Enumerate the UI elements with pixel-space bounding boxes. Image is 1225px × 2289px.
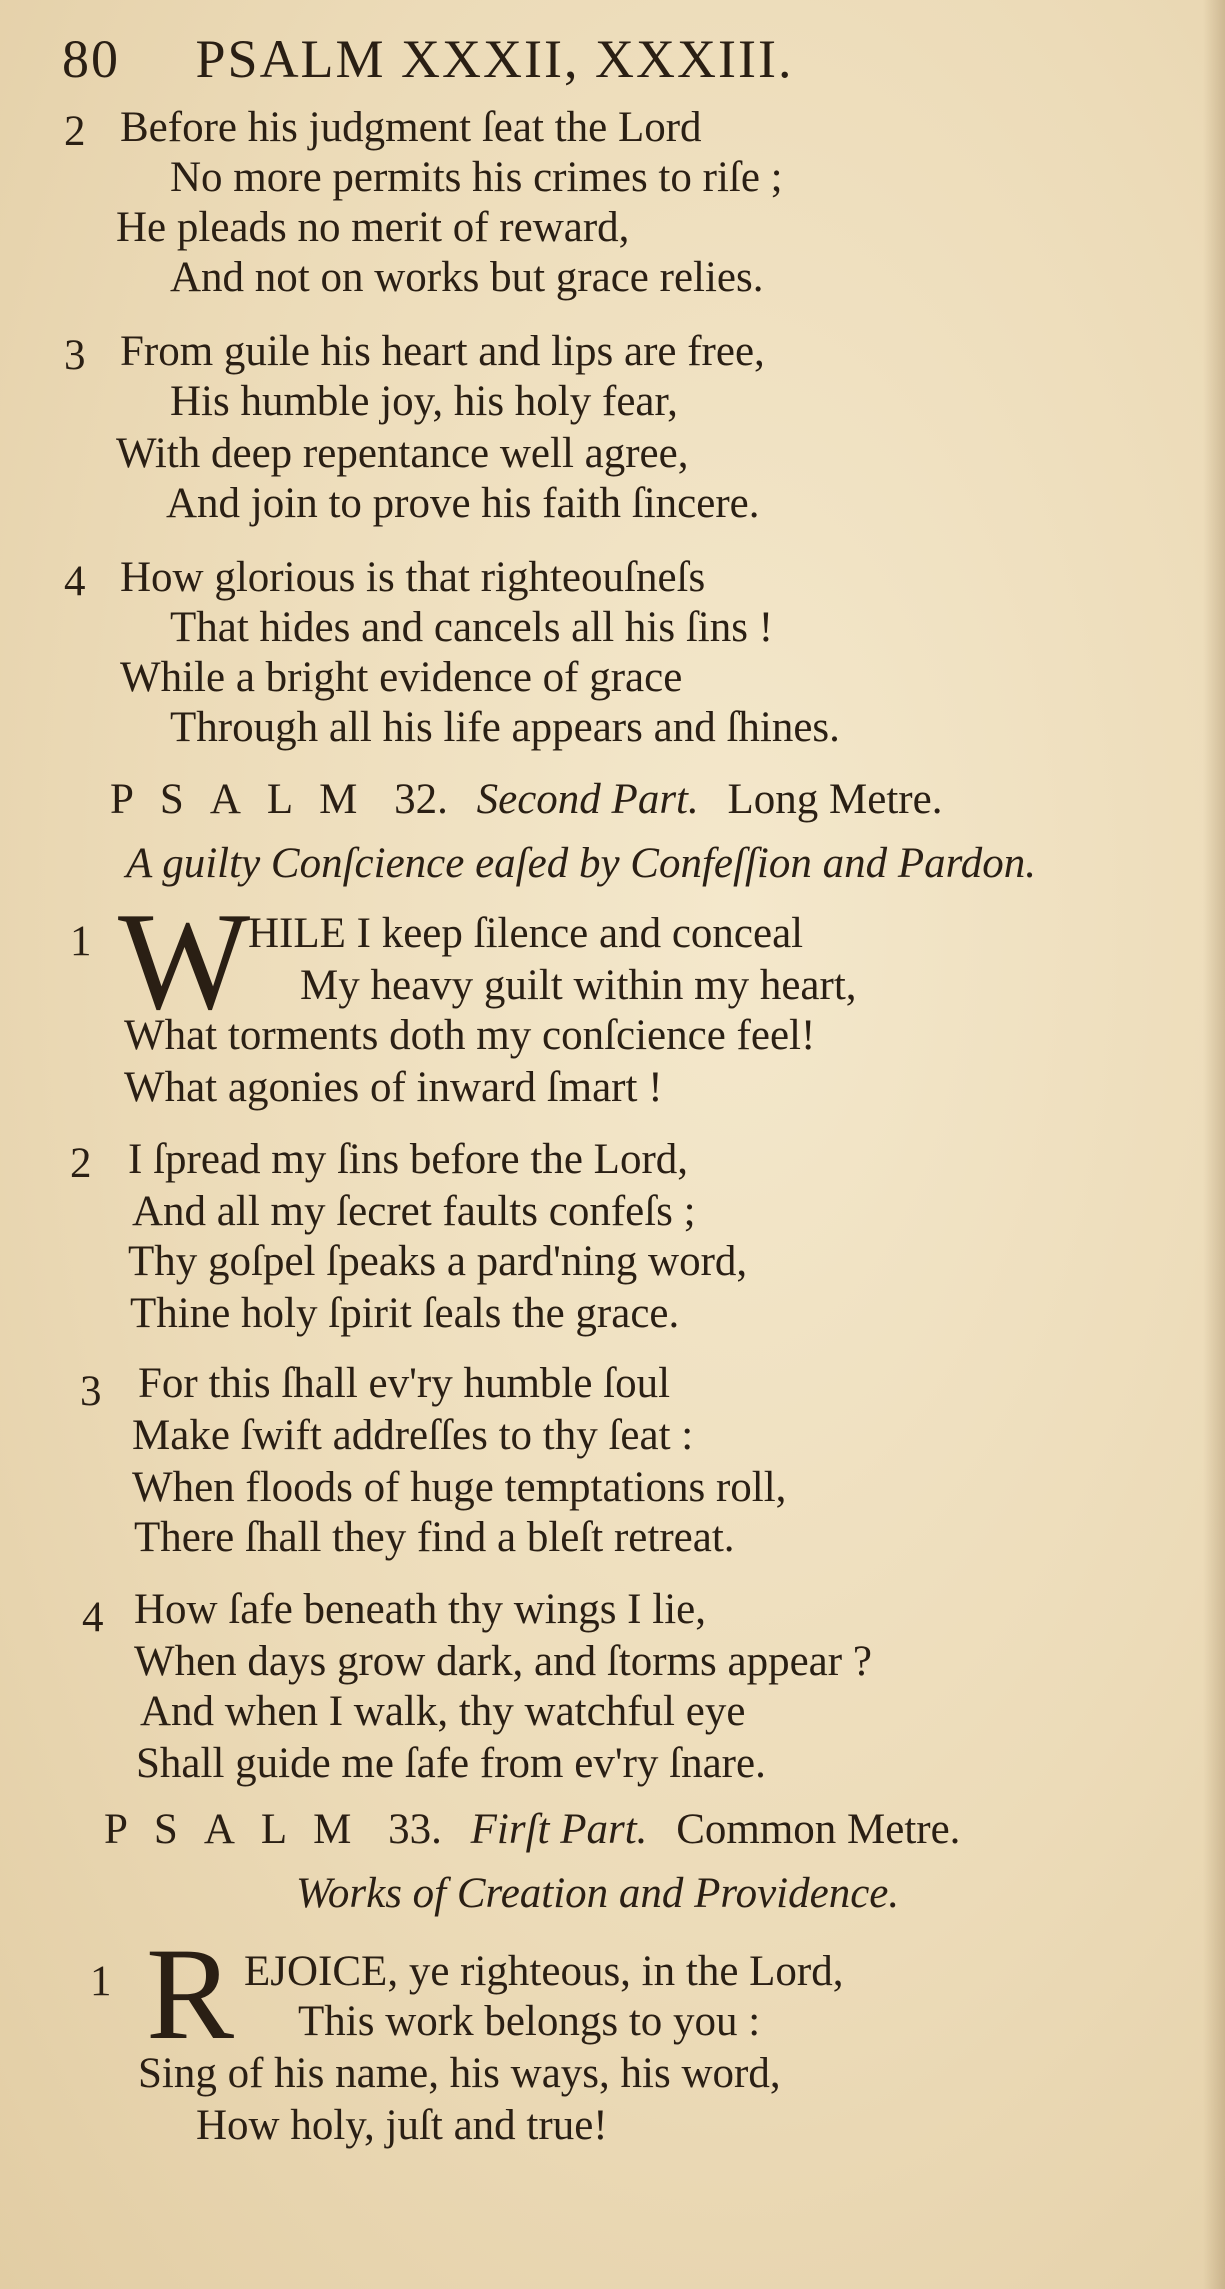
verse-line: Thine holy ſpirit ſeals the grace. — [130, 1290, 680, 1337]
verse-line: Shall guide me ſafe from ev'ry ſnare. — [136, 1740, 766, 1787]
psalm-title: PSALM 32. Second Part. Long Metre. — [110, 776, 943, 823]
verse-line: How ſafe beneath thy wings I lie, — [134, 1586, 706, 1633]
verse-line: With deep repentance well agree, — [116, 430, 689, 477]
verse-line: What torments doth my conſcience feel! — [124, 1012, 816, 1059]
verse-line: When floods of huge temptations roll, — [132, 1464, 787, 1511]
verse-line: From guile his heart and lips are free, — [120, 328, 765, 375]
stanza-number: 3 — [64, 332, 86, 379]
verse-line: For this ſhall ev'ry humble ſoul — [138, 1360, 671, 1407]
page-edge-shadow — [1203, 0, 1225, 2289]
verse-line: His humble joy, his holy fear, — [170, 378, 678, 425]
stanza-number: 4 — [64, 558, 86, 605]
stanza-number: 3 — [80, 1368, 102, 1415]
running-header — [62, 28, 793, 90]
page-number: 80 — [62, 29, 120, 89]
verse-line: How glorious is that righteouſneſs — [120, 554, 706, 601]
psalm-subtitle: Works of Creation and Providence. — [296, 1870, 900, 1917]
verse-line: What agonies of inward ſmart ! — [124, 1064, 663, 1111]
verse-line: Before his judgment ſeat the Lord — [120, 104, 702, 151]
psalm-title: PSALM 33. Firſt Part. Common Metre. — [104, 1806, 961, 1853]
stanza-number: 1 — [70, 918, 92, 965]
verse-line: Sing of his name, his ways, his word, — [138, 2050, 781, 2097]
verse-line: There ſhall they find a bleſt retreat. — [134, 1514, 735, 1561]
drop-cap: W — [118, 884, 251, 1039]
verse-line: This work belongs to you : — [298, 1998, 761, 2045]
verse-line: He pleads no merit of reward, — [116, 204, 630, 251]
psalm-subtitle: A guilty Conſcience eaſed by Confeſſion and Pardon. — [126, 840, 1036, 887]
header-title: PSALM XXXII, XXXIII. — [195, 29, 794, 89]
verse-line: My heavy guilt within my heart, — [300, 962, 857, 1009]
verse-line: HILE I keep ſilence and conceal — [248, 910, 804, 957]
verse-line: That hides and cancels all his ſins ! — [170, 604, 774, 651]
stanza-number: 2 — [64, 108, 86, 155]
stanza-number: 2 — [70, 1140, 92, 1187]
verse-line: And when I walk, thy watchful eye — [140, 1688, 746, 1735]
verse-line: When days grow dark, and ſtorms appear ? — [134, 1638, 872, 1685]
verse-line: Through all his life appears and ſhines. — [170, 704, 840, 751]
verse-line: And not on works but grace relies. — [170, 254, 764, 301]
stanza-number: 1 — [90, 1958, 112, 2005]
verse-line: How holy, juſt and true! — [196, 2102, 608, 2149]
drop-cap: R — [146, 1920, 235, 2067]
verse-line: I ſpread my ſins before the Lord, — [128, 1136, 689, 1183]
verse-line: Thy goſpel ſpeaks a pard'ning word, — [128, 1238, 748, 1285]
stanza-number: 4 — [82, 1594, 104, 1641]
verse-line: Make ſwift addreſſes to thy ſeat : — [132, 1412, 694, 1459]
verse-line: No more permits his crimes to riſe ; — [170, 154, 783, 201]
verse-line: EJOICE, ye righteous, in the Lord, — [244, 1948, 844, 1995]
verse-line: While a bright evidence of grace — [120, 654, 683, 701]
verse-line: And join to prove his faith ſincere. — [166, 480, 760, 527]
verse-line: And all my ſecret faults confeſs ; — [132, 1188, 696, 1235]
